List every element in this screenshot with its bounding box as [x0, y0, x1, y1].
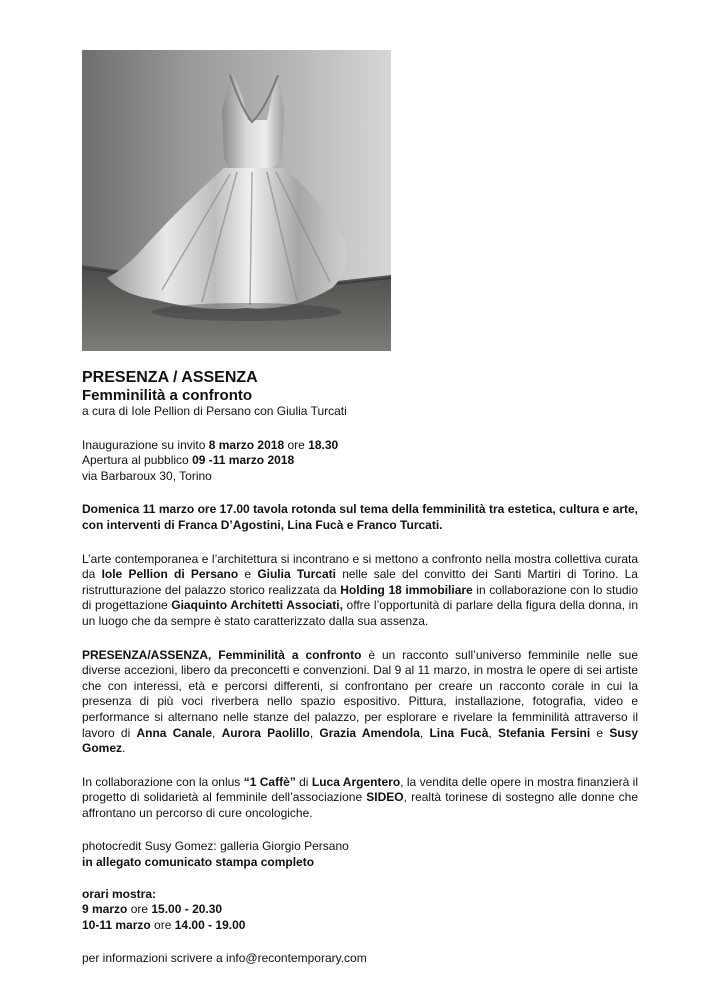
contact-info: per informazioni scrivere a info@recontemporary.com [82, 951, 367, 966]
hours-day1: 9 marzo ore 15.00 - 20.30 [82, 902, 223, 917]
hours-day2: 10-11 marzo ore 14.00 - 19.00 [82, 917, 246, 932]
attachment-note: in allegato comunicato stampa completo [82, 855, 315, 870]
address: via Barbaroux 30, Torino [82, 468, 212, 483]
roundtable-announcement: Domenica 11 marzo ore 17.00 tavola rotonda sul tema della femminilità tra estetica, cultura e arte, con interventi di Franca D’Agostini, Lina Fucà e Franco Turcati. [82, 502, 638, 532]
intro-paragraph: L’arte contemporanea e l’architettura si incontrano e si mettono a confronto nella mostra collettiva curata da Iole Pellion di Persano e Giulia Turcati nelle sale del convitto dei Santi Martiri di Torino. La ristrutturazione del palazzo storico realizzata da Holding 18 immobiliare in collaborazione con lo studio di progettazione Giaquinto Architetti Associati, offre l’opportunità di parlare della figura della donna, in un luogo che da sempre è stato caratterizzato dalla sua assenza. [82, 551, 639, 628]
public-opening-line: Apertura al pubblico 09 -11 marzo 2018 [82, 453, 295, 468]
hours-label: orari mostra: [82, 886, 157, 901]
exhibition-subtitle: Femminilità a confronto [82, 387, 253, 404]
exhibition-title: PRESENZA / ASSENZA [82, 369, 258, 386]
dress-sculpture-photo [82, 50, 391, 351]
photo-credit: photocredit Susy Gomez: galleria Giorgio Persano [82, 839, 349, 854]
description-paragraph: PRESENZA/ASSENZA, Femminilità a confronto è un racconto sull’universo femminile nelle sue diverse accezioni, libero da preconcetti e convenzioni. Dal 9 al 11 marzo, in mostra le opere di sei artiste che con interessi, età e percorsi differenti, si confrontano per creare un racconto corale in cui la presenza di più voci riverbera nello spazio espositivo. Pittura, installazione, fotografia, video e performance si alternano nelle stanze del palazzo, per esplorare e rivelare la femminilità attraverso il lavoro di Anna Canale, Aurora Paolillo, Grazia Amendola, Lina Fucà, Stefania Fersini e Susy Gomez. [82, 647, 638, 756]
dress-sculpture-icon [82, 50, 391, 351]
opening-line: Inaugurazione su invito 8 marzo 2018 ore 18.30 [82, 437, 339, 452]
charity-paragraph: In collaborazione con la onlus “1 Caffè” di Luca Argentero, la vendita delle opere in mostra finanzierà il progetto di solidarietà al femminile dell’associazione SIDEO, realtà torinese di sostegno alle donne che affrontano un percorso di cure oncologiche. [82, 774, 639, 820]
curators-line: a cura di Iole Pellion di Persano con Giulia Turcati [82, 404, 347, 418]
